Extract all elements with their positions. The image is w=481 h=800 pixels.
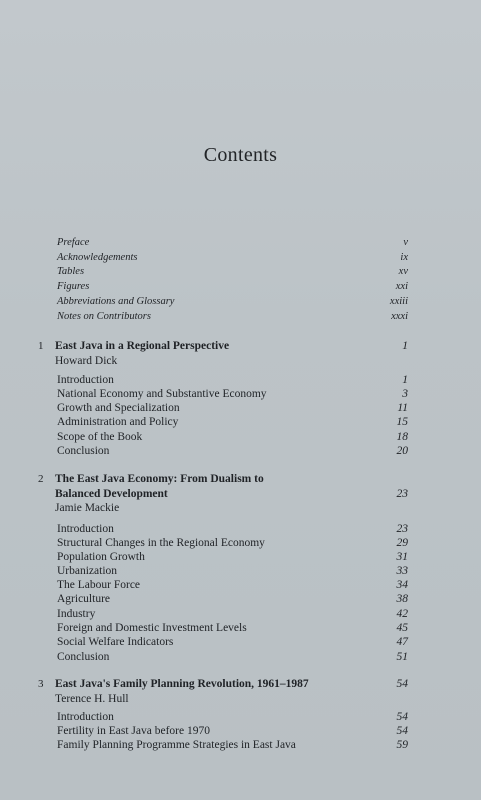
toc-section <box>57 373 408 387</box>
section-page: 51 <box>396 651 408 663</box>
toc-section <box>57 635 408 649</box>
section-label: Structural Changes in the Regional Economy <box>57 537 265 549</box>
toc-section <box>57 550 408 564</box>
toc-section <box>57 415 408 429</box>
section-page: 42 <box>396 608 408 620</box>
toc-entry-acknowledgements <box>57 251 408 265</box>
section-page: 29 <box>396 537 408 549</box>
entry-label: Tables <box>57 266 85 277</box>
section-label: Introduction <box>57 711 114 723</box>
section-label: Urbanization <box>57 565 118 577</box>
chapter-author: Jamie Mackie <box>55 502 120 514</box>
section-page: 15 <box>396 416 408 428</box>
entry-page: xxi <box>395 281 408 292</box>
section-label: Administration and Policy <box>57 416 179 428</box>
toc-section <box>57 738 408 752</box>
chapter-title: East Java in a Regional Perspective <box>55 340 230 352</box>
section-page: 1 <box>402 374 408 386</box>
chapter-3-heading <box>38 677 408 707</box>
section-page: 54 <box>396 711 408 723</box>
toc-section <box>57 444 408 458</box>
section-label: The Labour Force <box>57 579 141 591</box>
chapter-title-line-1: The East Java Economy: From Dualism to <box>55 473 264 485</box>
section-label: National Economy and Substantive Economy <box>57 388 267 400</box>
toc-section <box>57 536 408 550</box>
entry-label: Acknowledgements <box>57 252 138 263</box>
chapter-title-line-2: Balanced Development <box>55 488 168 500</box>
entry-page: v <box>403 237 408 248</box>
section-page: 23 <box>396 523 408 535</box>
section-page: 54 <box>396 725 408 737</box>
section-page: 20 <box>396 445 408 457</box>
chapter-page: 23 <box>396 488 408 500</box>
toc-section <box>57 401 408 415</box>
section-page: 33 <box>396 565 408 577</box>
chapter-number: 1 <box>38 340 44 352</box>
section-page: 3 <box>402 388 408 400</box>
section-page: 47 <box>396 636 408 648</box>
section-label: Introduction <box>57 523 114 535</box>
chapter-number: 3 <box>38 678 44 690</box>
toc-section <box>57 564 408 578</box>
toc-entry-contributors <box>57 310 408 324</box>
entry-label: Notes on Contributors <box>57 311 151 322</box>
chapter-page: 54 <box>396 678 408 690</box>
section-label: Family Planning Programme Strategies in East Java <box>57 739 296 751</box>
toc-section <box>57 724 408 738</box>
section-page: 38 <box>396 593 408 605</box>
entry-label: Preface <box>57 237 90 248</box>
chapter-2-heading <box>38 472 408 516</box>
entry-label: Figures <box>57 281 90 292</box>
section-label: Foreign and Domestic Investment Levels <box>57 622 247 634</box>
section-label: Introduction <box>57 374 114 386</box>
toc-section <box>57 621 408 635</box>
toc-section <box>57 607 408 621</box>
section-label: Social Welfare Indicators <box>57 636 174 648</box>
entry-page: xv <box>398 266 408 277</box>
chapter-number: 2 <box>38 473 44 485</box>
entry-label: Abbreviations and Glossary <box>57 296 175 307</box>
section-page: 31 <box>396 551 408 563</box>
section-label: Conclusion <box>57 651 110 663</box>
toc-section <box>57 387 408 401</box>
toc-entry-abbreviations <box>57 295 408 309</box>
toc-entry-figures <box>57 280 408 294</box>
toc-entry-preface <box>57 236 408 250</box>
section-page: 59 <box>396 739 408 751</box>
chapter-page: 1 <box>402 340 408 352</box>
entry-page: xxxi <box>391 311 408 322</box>
entry-page: ix <box>400 252 408 263</box>
toc-section <box>57 650 408 664</box>
section-label: Industry <box>57 608 96 620</box>
toc-entry-tables <box>57 265 408 279</box>
section-label: Scope of the Book <box>57 431 143 443</box>
section-label: Growth and Specialization <box>57 402 180 414</box>
page-title: Contents <box>203 144 278 166</box>
toc-section <box>57 592 408 606</box>
toc-section <box>57 710 408 724</box>
section-label: Conclusion <box>57 445 110 457</box>
chapter-author: Terence H. Hull <box>55 693 129 705</box>
section-page: 45 <box>396 622 408 634</box>
chapter-1-heading <box>38 339 408 369</box>
chapter-author: Howard Dick <box>55 355 118 367</box>
toc-section <box>57 578 408 592</box>
section-label: Fertility in East Java before 1970 <box>57 725 210 737</box>
section-page: 18 <box>396 431 408 443</box>
section-label: Agriculture <box>57 593 111 605</box>
entry-page: xxiii <box>389 296 408 307</box>
toc-section <box>57 430 408 444</box>
toc-section <box>57 522 408 536</box>
section-label: Population Growth <box>57 551 145 563</box>
section-page: 34 <box>396 579 408 591</box>
chapter-title: East Java's Family Planning Revolution, 1961–1987 <box>55 678 309 690</box>
section-page: 11 <box>397 402 408 414</box>
